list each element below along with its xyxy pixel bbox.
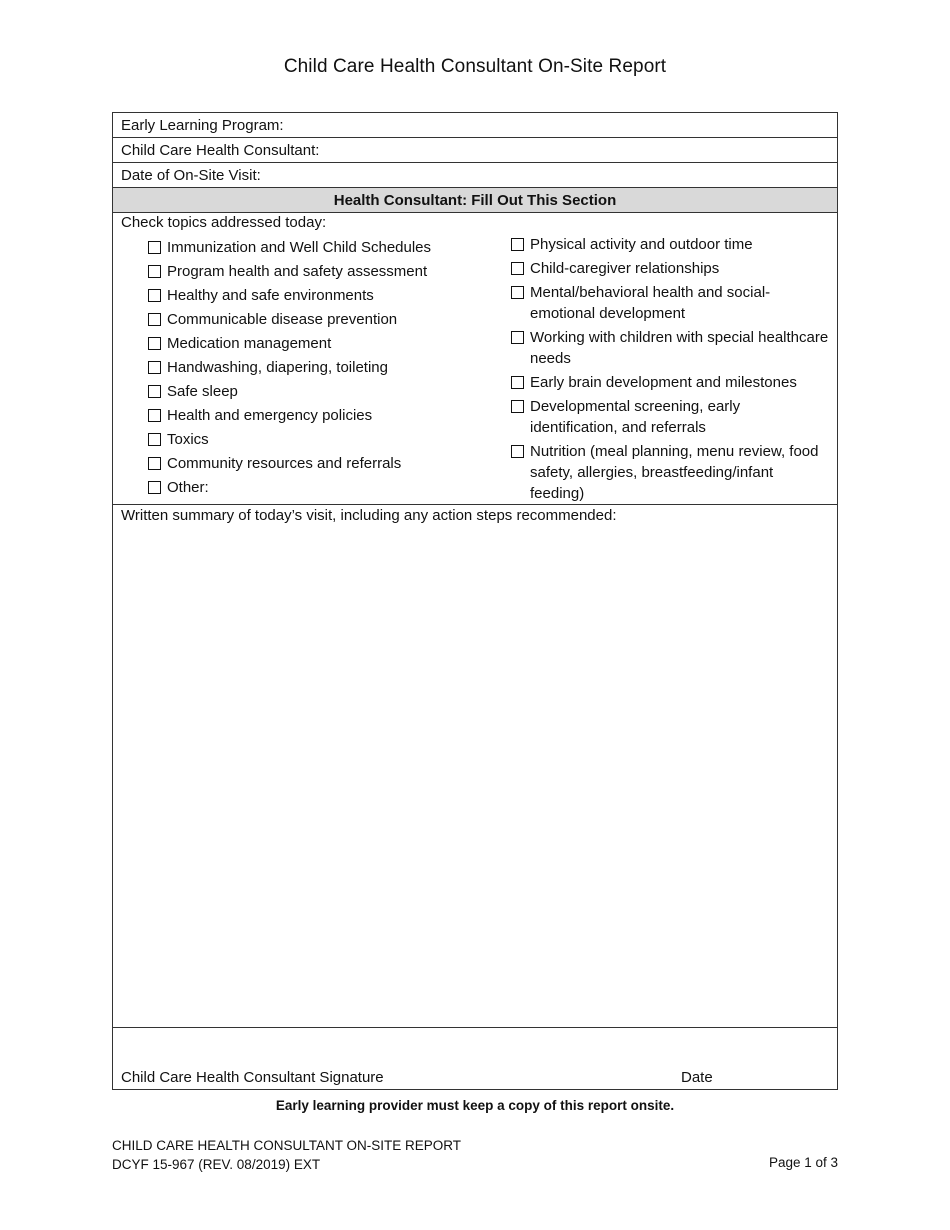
- footer-form-name: CHILD CARE HEALTH CONSULTANT ON-SITE REPORT: [112, 1138, 462, 1153]
- topics-left-column: [148, 237, 431, 501]
- topic-label: Safe sleep: [167, 383, 238, 400]
- topic-label: Physical activity and outdoor time: [530, 236, 753, 253]
- topic-item: [148, 357, 431, 381]
- topic-label: Handwashing, diapering, toileting: [167, 359, 388, 376]
- topic-checkbox[interactable]: [148, 313, 161, 326]
- report-form: [112, 112, 838, 1090]
- topic-label: Nutrition (meal planning, menu review, food safety, allergies, breastfeeding/infant feeding): [530, 443, 819, 502]
- topic-checkbox[interactable]: [511, 376, 524, 389]
- topic-label: Immunization and Well Child Schedules: [167, 239, 432, 256]
- topic-checkbox[interactable]: [148, 457, 161, 470]
- keep-copy-note: Early learning provider must keep a copy of this report onsite.: [275, 1098, 675, 1113]
- topic-item: [511, 234, 831, 255]
- topic-label: Health and emergency policies: [167, 407, 373, 424]
- topic-checkbox[interactable]: [148, 241, 161, 254]
- topic-item: [148, 453, 431, 477]
- summary-field[interactable]: [113, 505, 837, 1028]
- topic-label: Community resources and referrals: [167, 455, 402, 472]
- topic-label: Medication management: [167, 335, 332, 352]
- topic-label: Healthy and safe environments: [167, 287, 374, 304]
- early-learning-program-label: Early Learning Program:: [121, 117, 284, 134]
- topic-item: [511, 396, 831, 438]
- topic-item: [148, 261, 431, 285]
- topic-checkbox[interactable]: [148, 481, 161, 494]
- topic-checkbox[interactable]: [148, 265, 161, 278]
- topic-item: [511, 327, 831, 369]
- topics-label: Check topics addressed today:: [121, 214, 327, 231]
- topic-label: Developmental screening, early identification, and referrals: [530, 398, 741, 436]
- topic-checkbox[interactable]: [148, 337, 161, 350]
- topic-checkbox[interactable]: [511, 445, 524, 458]
- footer-page-number: Page 1 of 3: [768, 1155, 838, 1170]
- topic-checkbox[interactable]: [148, 361, 161, 374]
- footer-form-number: DCYF 15-967 (REV. 08/2019) EXT: [112, 1157, 321, 1172]
- topic-item: [148, 429, 431, 453]
- consultant-name-label: Child Care Health Consultant:: [121, 142, 320, 159]
- footer-form-info: [112, 1136, 461, 1174]
- topics-right-column: [511, 234, 831, 507]
- topic-checkbox[interactable]: [148, 409, 161, 422]
- topic-item: [511, 258, 831, 279]
- summary-label: Written summary of today’s visit, including any action steps recommended:: [121, 507, 617, 524]
- page-title: Child Care Health Consultant On-Site Report: [283, 56, 667, 77]
- early-learning-program-field[interactable]: [113, 113, 837, 138]
- topic-checkbox[interactable]: [511, 238, 524, 251]
- topics-section: [113, 213, 837, 505]
- topic-checkbox[interactable]: [511, 400, 524, 413]
- topic-checkbox[interactable]: [148, 289, 161, 302]
- topic-label: Communicable disease prevention: [167, 311, 398, 328]
- topic-label: Other:: [167, 479, 209, 496]
- topic-item: [148, 285, 431, 309]
- topic-item: [148, 237, 431, 261]
- signature-row: [113, 1028, 837, 1089]
- topic-item: [148, 333, 431, 357]
- topic-label: Child-caregiver relationships: [530, 260, 720, 277]
- topic-label: Program health and safety assessment: [167, 263, 428, 280]
- topic-label: Working with children with special healthcare needs: [530, 329, 829, 367]
- topic-checkbox[interactable]: [511, 286, 524, 299]
- visit-date-field[interactable]: [113, 163, 837, 188]
- topic-item: [511, 282, 831, 324]
- visit-date-label: Date of On-Site Visit:: [121, 167, 261, 184]
- topic-label: Toxics: [167, 431, 209, 448]
- topic-checkbox[interactable]: [511, 262, 524, 275]
- topic-checkbox[interactable]: [148, 385, 161, 398]
- signature-label: Child Care Health Consultant Signature: [121, 1069, 384, 1086]
- topic-item: [148, 405, 431, 429]
- signature-date-label: Date: [681, 1069, 713, 1086]
- topic-checkbox[interactable]: [511, 331, 524, 344]
- topic-item: [148, 477, 431, 501]
- section-header: Health Consultant: Fill Out This Section: [113, 188, 837, 213]
- topic-label: Early brain development and milestones: [530, 374, 797, 391]
- topic-item: [511, 372, 831, 393]
- topic-checkbox[interactable]: [148, 433, 161, 446]
- topic-item: [148, 309, 431, 333]
- topic-item: [511, 441, 831, 504]
- consultant-name-field[interactable]: [113, 138, 837, 163]
- topic-item: [148, 381, 431, 405]
- topic-label: Mental/behavioral health and social-emotional development: [530, 284, 771, 322]
